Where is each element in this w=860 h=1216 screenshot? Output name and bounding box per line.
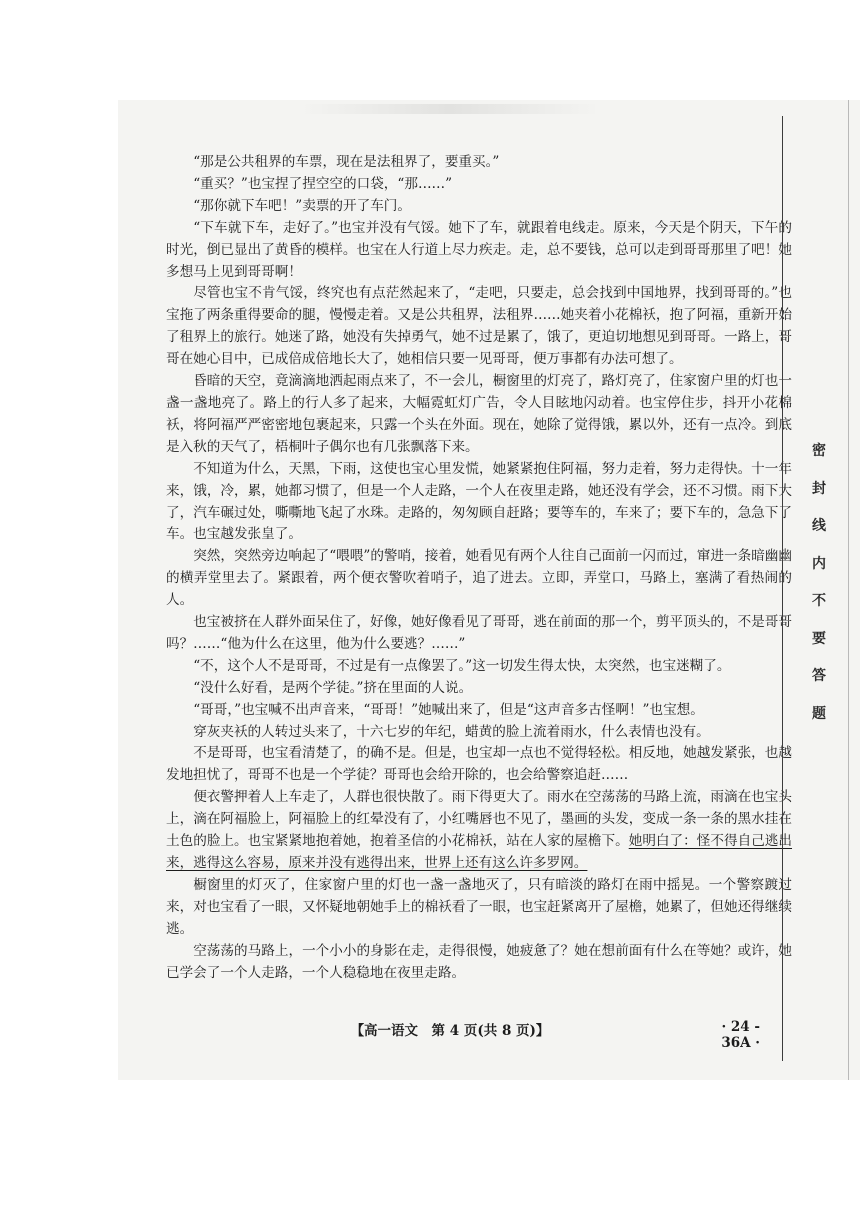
paragraph: “下车就下车，走好了。”也宝并没有气馁。她下了车，就跟着电线走。原来，今天是个阴天，下午的时光，倒已显出了黄昏的模样。也宝在人行道上尽力疾走。走，总不要钱，总可以走到哥哥那里了吧！她多想马上见到哥哥啊！ — [166, 219, 792, 280]
paragraph: 也宝被挤在人群外面呆住了，好像，她好像看见了哥哥，逃在前面的那一个，剪平顶头的，不是哥哥吗？……“他为什么在这里，他为什么要逃？……” — [166, 614, 792, 652]
paragraph: 穿灰夹袄的人转过头来了，十六七岁的年纪，蜡黄的脸上流着雨水，什么表情也没有。 — [193, 723, 710, 740]
underlined-sentence: 她明白了：怪不得自己逃出来，逃得这么容易，原来并没有逃得出来，世界上还有这么许多罗网。 — [166, 833, 793, 871]
paragraph: “那你就下车吧！”卖票的开了车门。 — [193, 197, 411, 214]
seal-char: 要 — [812, 630, 826, 647]
seal-char: 密 — [812, 443, 826, 459]
seal-char: 答 — [812, 668, 826, 684]
seal-line-notice — [804, 436, 834, 736]
exam-code: · 24 - 36A · — [721, 1019, 760, 1051]
seal-char: 线 — [812, 518, 826, 534]
passage-body — [166, 152, 792, 984]
paragraph-text: 便衣警押着人上车走了，人群也很快散了。雨下得更大了。雨水在空荡荡的马路上流，雨滴在也宝头上，滴在阿福脸上，阿福脸上的红晕没有了，小红嘴唇也不见了，墨画的头发，变成一条一条的黑水挂在土色的脸上。也宝紧紧地抱着她，抱着圣信的小花棉袄，站在人家的屋檐下。 — [166, 789, 792, 850]
page-edge-line — [848, 100, 849, 1080]
faint-scan-artifact — [300, 104, 600, 114]
paragraph: “哥哥，”也宝喊不出声音来，“哥哥！”她喊出来了，但是“这声音多古怪啊！”也宝想。 — [193, 701, 704, 718]
seal-char: 题 — [812, 705, 826, 722]
paragraph: “那是公共租界的车票，现在是法租界了，要重买。” — [193, 154, 500, 170]
paragraph: “重买？”也宝捏了捏空空的口袋，“那……” — [193, 175, 453, 192]
paragraph: “不，这个人不是哥哥，不过是有一点像罢了。”这一切发生得太快，太突然，也宝迷糊了。 — [193, 657, 731, 674]
binding-line — [782, 116, 783, 1061]
paragraph: 尽管也宝不肯气馁，终究也有点茫然起来了，“走吧，只要走，总会找到中国地界，找到哥哥的。”也宝拖了两条重得要命的腿，慢慢走着。又是公共租界，法租界……她夹着小花棉袄，抱了阿福，重新开始了租界上的旅行。她迷了路，她没有失掉勇气，她不过是累了，饿了，更迫切地想见到哥哥。一路上，哥哥在她心目中，已成倍成倍地长大了，她相信只要一见哥哥，便万事都有办法可想了。 — [166, 285, 792, 368]
paragraph: 空荡荡的马路上，一个小小的身影在走，走得很慢，她疲惫了？她在想前面有什么在等她？或许，她已学会了一个人走路，一个人稳稳地在夜里走路。 — [166, 942, 792, 981]
paragraph — [166, 787, 792, 875]
paragraph: 橱窗里的灯灭了，住家窗户里的灯也一盏一盏地灭了，只有暗淡的路灯在雨中摇晃。一个警察踱过来，对也宝看了一眼，又怀疑地朝她手上的棉袄看了一眼，也宝赶紧离开了屋檐，她累了，但她还得继续逃。 — [166, 876, 792, 937]
paragraph: 不是哥哥，也宝看清楚了，的确不是。但是，也宝却一点也不觉得轻松。相反地，她越发紧张，也越发地担忧了，哥哥不也是一个学徒？哥哥也会给开除的，也会给警察追赶…… — [166, 745, 792, 784]
paragraph: 突然，突然旁边响起了“喂喂”的警哨，接着，她看见有两个人往自己面前一闪而过，窜进一条暗幽幽的横弄堂里去了。紧跟着，两个便衣警吹着哨子，追了进去。立即，弄堂口，马路上，塞满了看热闹的人。 — [166, 548, 792, 609]
paragraph: “没什么好看，是两个学徒。”挤在里面的人说。 — [193, 679, 473, 696]
seal-char: 不 — [812, 593, 826, 609]
page-footer-label: 【高一语文 第 4 页(共 8 页)】 — [350, 1023, 550, 1039]
seal-char: 内 — [812, 555, 826, 572]
seal-char: 封 — [812, 480, 826, 497]
paragraph: 昏暗的天空，竟滴滴地洒起雨点来了，不一会儿，橱窗里的灯亮了，路灯亮了，住家窗户里的灯也一盏一盏地亮了。路上的行人多了起来，大幅霓虹灯广告，令人目眩地闪动着。也宝停住步，抖开小花棉袄，将阿福严严密密地包裹起来，只露一个头在外面。现在，她除了觉得饿，累以外，还有一点冷。到底是入秋的天气了，梧桐叶子偶尔也有几张飘落下来。 — [166, 373, 792, 455]
paragraph: 不知道为什么，天黑，下雨，这使也宝心里发慌，她紧紧抱住阿福，努力走着，努力走得快。十一年来，饿，冷，累，她都习惯了，但是一个人走路，一个人在夜里走路，她还没有学会，还不习惯。雨下大了，汽车碾过处，嘶嘶地飞起了水珠。走路的，匆匆顾自赶路；要等车的，车来了；要下车的，急急下了车。也宝越发张皇了。 — [166, 460, 792, 543]
